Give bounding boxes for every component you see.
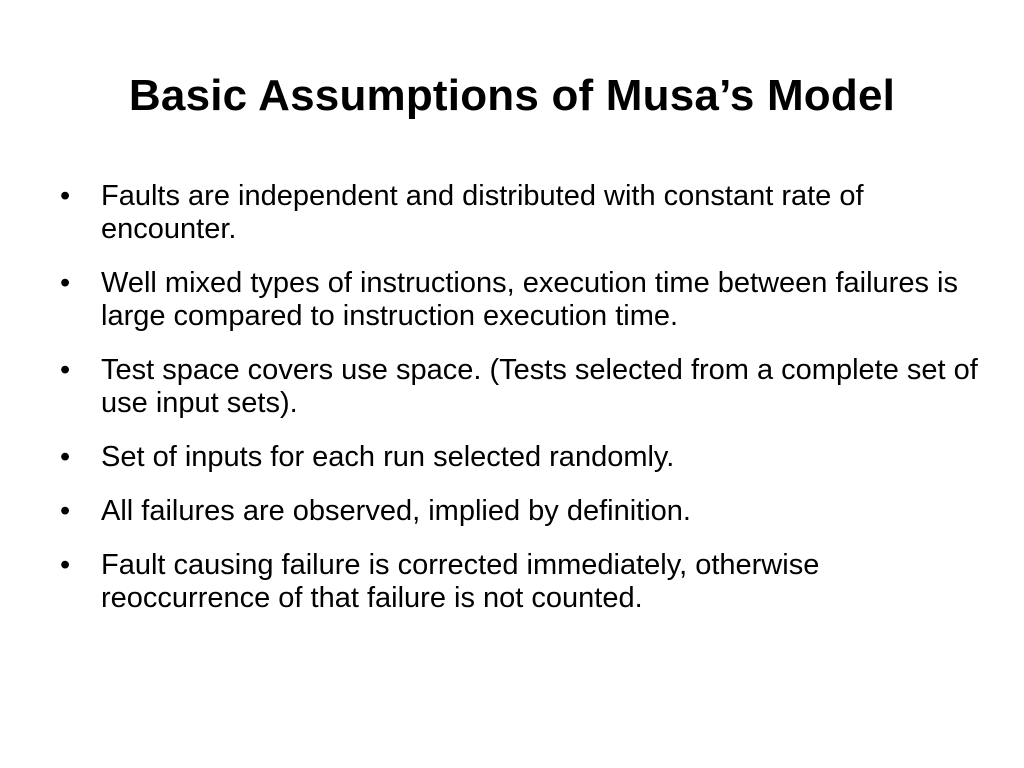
bullet-icon: • <box>60 495 71 527</box>
bullet-item <box>60 549 980 615</box>
bullet-icon: • <box>60 441 71 473</box>
bullet-text: All failures are observed, implied by definition. <box>101 495 691 527</box>
bullet-icon: • <box>60 354 71 386</box>
bullet-text: Well mixed types of instructions, execution time between failures is large compared to instruction execution time. <box>101 267 958 332</box>
bullet-item <box>60 267 980 333</box>
bullet-icon: • <box>60 267 71 299</box>
bullet-item <box>60 495 980 528</box>
bullet-text: Fault causing failure is corrected immediately, otherwise reoccurrence of that failure is not counted. <box>101 549 820 614</box>
bullet-text: Faults are independent and distributed with constant rate of encounter. <box>101 180 864 245</box>
bullet-list <box>60 180 980 636</box>
bullet-icon: • <box>60 180 71 212</box>
bullet-item <box>60 441 980 474</box>
bullet-text: Test space covers use space. (Tests selected from a complete set of use input sets). <box>101 354 978 419</box>
bullet-item <box>60 354 980 420</box>
bullet-icon: • <box>60 549 71 581</box>
bullet-text: Set of inputs for each run selected randomly. <box>101 441 675 473</box>
slide-title: Basic Assumptions of Musa’s Model <box>128 71 896 120</box>
bullet-item <box>60 180 980 246</box>
